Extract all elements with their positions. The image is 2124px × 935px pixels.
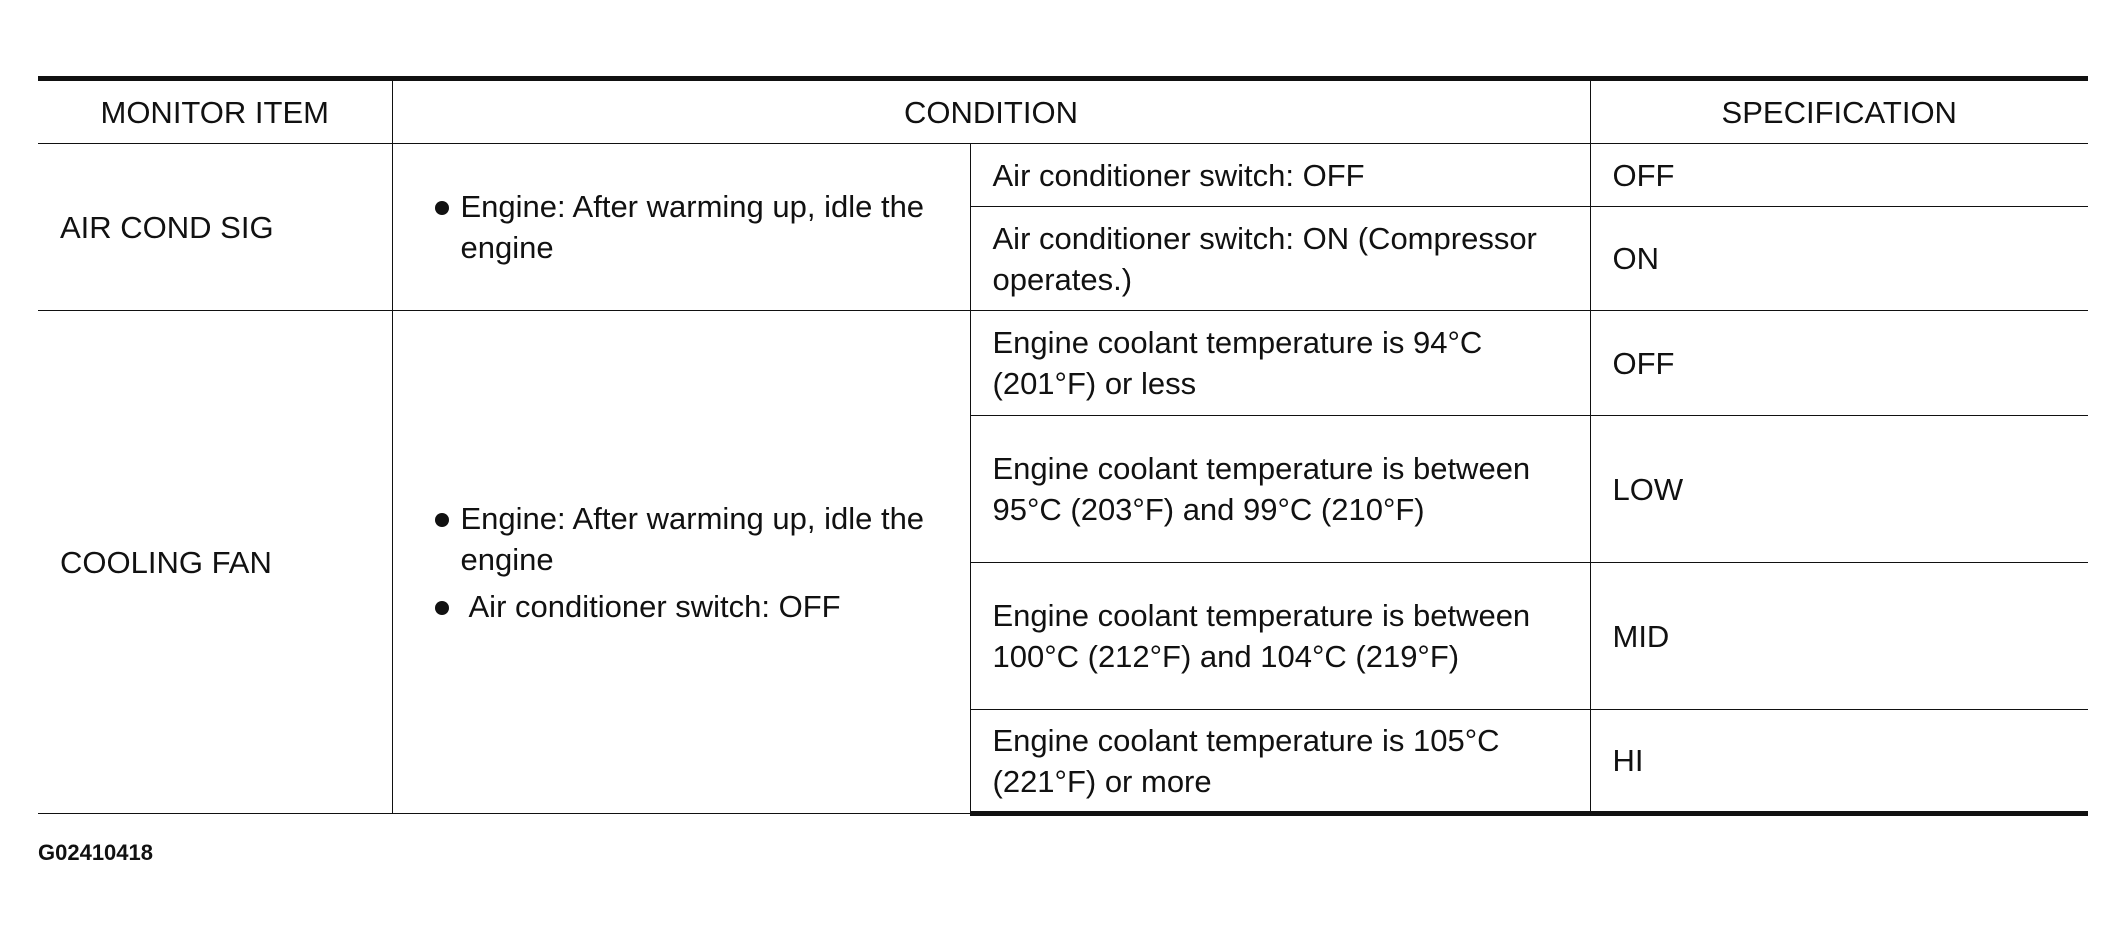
condition-detail: Air conditioner switch: OFF xyxy=(970,144,1590,207)
cooling-fan-common-condition xyxy=(392,311,970,814)
monitor-spec-table xyxy=(38,76,2088,816)
condition-detail: Engine coolant temperature is 94°C (201°F) or less xyxy=(970,311,1590,416)
header-row xyxy=(38,79,2088,144)
condition-detail: Engine coolant temperature is between 100°C (212°F) and 104°C (219°F) xyxy=(970,563,1590,710)
list-item xyxy=(415,186,970,268)
reference-code: G02410418 xyxy=(38,840,153,865)
specification-value: MID xyxy=(1590,563,2088,710)
condition-list xyxy=(415,498,970,627)
condition-text: Engine: After warming up, idle the engine xyxy=(460,189,925,265)
list-item xyxy=(415,498,970,580)
specification-value: HI xyxy=(1590,710,2088,814)
condition-text: Air conditioner switch: OFF xyxy=(468,588,841,624)
monitor-item-cooling-fan: COOLING FAN xyxy=(38,311,392,814)
bullet-icon xyxy=(435,513,449,527)
condition-detail: Air conditioner switch: ON (Compressor operates.) xyxy=(970,207,1590,311)
specification-value: OFF xyxy=(1590,311,2088,416)
bullet-icon xyxy=(435,601,449,615)
specification-value: LOW xyxy=(1590,416,2088,563)
table-row xyxy=(38,311,2088,416)
monitor-item-air-cond-sig: AIR COND SIG xyxy=(38,144,392,311)
condition-detail: Engine coolant temperature is between 95°C (203°F) and 99°C (210°F) xyxy=(970,416,1590,563)
air-cond-sig-common-condition xyxy=(392,144,970,311)
specification-value: ON xyxy=(1590,207,2088,311)
specification-value: OFF xyxy=(1590,144,2088,207)
condition-detail: Engine coolant temperature is 105°C (221°F) or more xyxy=(970,710,1590,814)
bullet-icon xyxy=(435,201,449,215)
header-condition: CONDITION xyxy=(392,79,1590,144)
list-item xyxy=(415,586,970,627)
table-row xyxy=(38,144,2088,207)
condition-list xyxy=(415,186,970,268)
header-monitor-item: MONITOR ITEM xyxy=(38,79,392,144)
header-specification: SPECIFICATION xyxy=(1590,79,2088,144)
condition-text: Engine: After warming up, idle the engine xyxy=(460,500,925,577)
